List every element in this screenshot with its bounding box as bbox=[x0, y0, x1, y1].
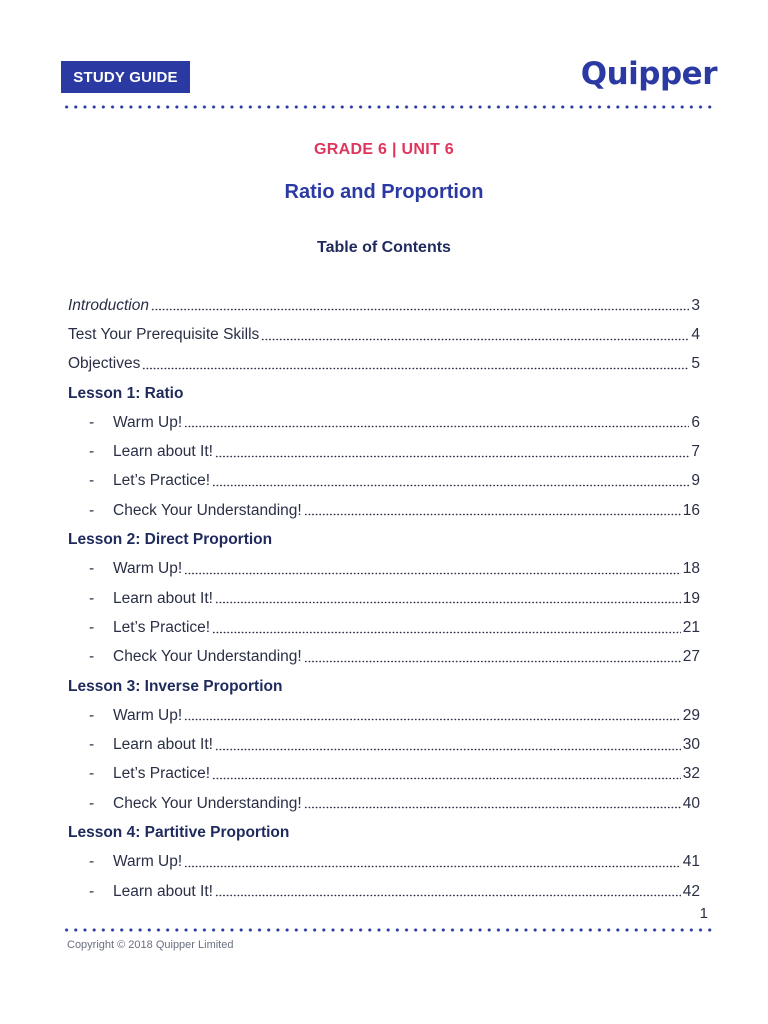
toc-entry bbox=[68, 496, 700, 525]
toc-bullet-dash: - bbox=[89, 648, 95, 666]
toc-bullet-dash: - bbox=[89, 589, 95, 607]
toc-dot-leader bbox=[184, 425, 689, 428]
toc-entry-label: Let’s Practice! bbox=[113, 472, 211, 490]
toc-entry-page: 41 bbox=[682, 853, 700, 871]
toc-dot-leader bbox=[212, 631, 681, 634]
study-guide-badge: STUDY GUIDE bbox=[61, 61, 190, 93]
toc-entry bbox=[68, 555, 700, 584]
toc-bullet-dash: - bbox=[89, 765, 95, 783]
toc-dot-leader bbox=[184, 718, 681, 721]
toc-entry-page: 32 bbox=[682, 765, 700, 783]
toc-lesson-heading bbox=[68, 525, 700, 554]
quipper-logo: Quipper bbox=[580, 56, 717, 92]
toc-entry-label: Learn about It! bbox=[113, 589, 213, 607]
toc-entry bbox=[68, 848, 700, 877]
toc-entry-label: Learn about It! bbox=[113, 443, 213, 461]
toc-bullet-dash: - bbox=[89, 882, 95, 900]
toc-entry-page: 5 bbox=[691, 355, 700, 373]
toc-bullet-dash: - bbox=[89, 443, 95, 461]
toc-dot-leader bbox=[215, 601, 681, 604]
toc-entry-label: Learn about It! bbox=[113, 882, 213, 900]
toc-entry-page: 42 bbox=[682, 882, 700, 900]
toc-entry-label: Test Your Prerequisite Skills bbox=[68, 325, 260, 343]
toc-entry-label: Check Your Understanding! bbox=[113, 794, 302, 812]
toc-entry bbox=[68, 467, 700, 496]
toc-entry bbox=[68, 408, 700, 437]
toc-entry-label: Check Your Understanding! bbox=[113, 648, 302, 666]
toc-dot-leader bbox=[184, 865, 681, 868]
toc-bullet-dash: - bbox=[89, 794, 95, 812]
toc-entry-page: 21 bbox=[682, 618, 700, 636]
toc-entry-page: 3 bbox=[691, 296, 700, 314]
toc-entry bbox=[68, 613, 700, 642]
toc-lesson-heading bbox=[68, 379, 700, 408]
toc-bullet-dash: - bbox=[89, 413, 95, 431]
toc-entry-label: Warm Up! bbox=[113, 413, 183, 431]
toc-entry bbox=[68, 643, 700, 672]
toc-entry-page: 18 bbox=[682, 560, 700, 578]
toc-heading: Table of Contents bbox=[317, 239, 451, 256]
toc-entry bbox=[68, 350, 700, 379]
toc-entry bbox=[68, 760, 700, 789]
toc-entry-page: 9 bbox=[691, 472, 700, 490]
toc-entry-label: Lesson 4: Partitive Proportion bbox=[68, 823, 290, 841]
toc-dot-leader bbox=[215, 455, 689, 458]
toc-entry-label: Warm Up! bbox=[113, 560, 183, 578]
toc-dot-leader bbox=[184, 572, 681, 575]
toc-dot-leader bbox=[142, 367, 689, 370]
table-of-contents bbox=[68, 291, 700, 906]
toc-dot-leader bbox=[304, 513, 681, 516]
toc-entry bbox=[68, 584, 700, 613]
grade-unit-label: GRADE 6 | UNIT 6 bbox=[314, 141, 454, 158]
toc-bullet-dash: - bbox=[89, 706, 95, 724]
toc-entry bbox=[68, 291, 700, 320]
toc-entry-page: 29 bbox=[682, 706, 700, 724]
toc-dot-leader bbox=[261, 338, 689, 341]
toc-entry bbox=[68, 701, 700, 730]
toc-dot-leader bbox=[304, 660, 681, 663]
toc-entry-page: 7 bbox=[691, 443, 700, 461]
toc-entry bbox=[68, 437, 700, 466]
toc-bullet-dash: - bbox=[89, 560, 95, 578]
toc-entry-label: Warm Up! bbox=[113, 706, 183, 724]
toc-entry bbox=[68, 877, 700, 906]
toc-bullet-dash: - bbox=[89, 736, 95, 754]
toc-dot-leader bbox=[304, 806, 681, 809]
toc-entry-label: Check Your Understanding! bbox=[113, 501, 302, 519]
toc-entry-page: 19 bbox=[682, 589, 700, 607]
toc-entry bbox=[68, 320, 700, 349]
toc-entry-page: 6 bbox=[691, 413, 700, 431]
toc-entry-label: Objectives bbox=[68, 355, 141, 373]
toc-entry bbox=[68, 730, 700, 759]
toc-dot-leader bbox=[215, 894, 681, 897]
top-dotted-divider bbox=[62, 105, 716, 109]
toc-entry-label: Let’s Practice! bbox=[113, 765, 211, 783]
toc-entry-label: Lesson 3: Inverse Proportion bbox=[68, 677, 283, 695]
toc-entry-page: 4 bbox=[691, 325, 700, 343]
toc-entry bbox=[68, 789, 700, 818]
copyright-notice: Copyright © 2018 Quipper Limited bbox=[67, 939, 234, 951]
toc-entry-page: 40 bbox=[682, 794, 700, 812]
toc-entry-label: Lesson 1: Ratio bbox=[68, 384, 184, 402]
toc-dot-leader bbox=[215, 748, 681, 751]
toc-dot-leader bbox=[212, 484, 689, 487]
bottom-dotted-divider bbox=[62, 928, 716, 932]
toc-entry-label: Introduction bbox=[68, 296, 149, 314]
toc-dot-leader bbox=[151, 308, 689, 311]
toc-entry-page: 30 bbox=[682, 736, 700, 754]
toc-entry-label: Warm Up! bbox=[113, 853, 183, 871]
toc-lesson-heading bbox=[68, 672, 700, 701]
toc-entry-label: Learn about It! bbox=[113, 736, 213, 754]
toc-bullet-dash: - bbox=[89, 501, 95, 519]
toc-bullet-dash: - bbox=[89, 618, 95, 636]
toc-entry-page: 16 bbox=[682, 501, 700, 519]
toc-bullet-dash: - bbox=[89, 853, 95, 871]
toc-dot-leader bbox=[212, 777, 681, 780]
page-number: 1 bbox=[699, 905, 708, 922]
toc-lesson-heading bbox=[68, 818, 700, 847]
toc-entry-label: Lesson 2: Direct Proportion bbox=[68, 531, 273, 549]
toc-bullet-dash: - bbox=[89, 472, 95, 490]
toc-entry-page: 27 bbox=[682, 648, 700, 666]
toc-entry-label: Let’s Practice! bbox=[113, 618, 211, 636]
page-title: Ratio and Proportion bbox=[284, 181, 484, 203]
